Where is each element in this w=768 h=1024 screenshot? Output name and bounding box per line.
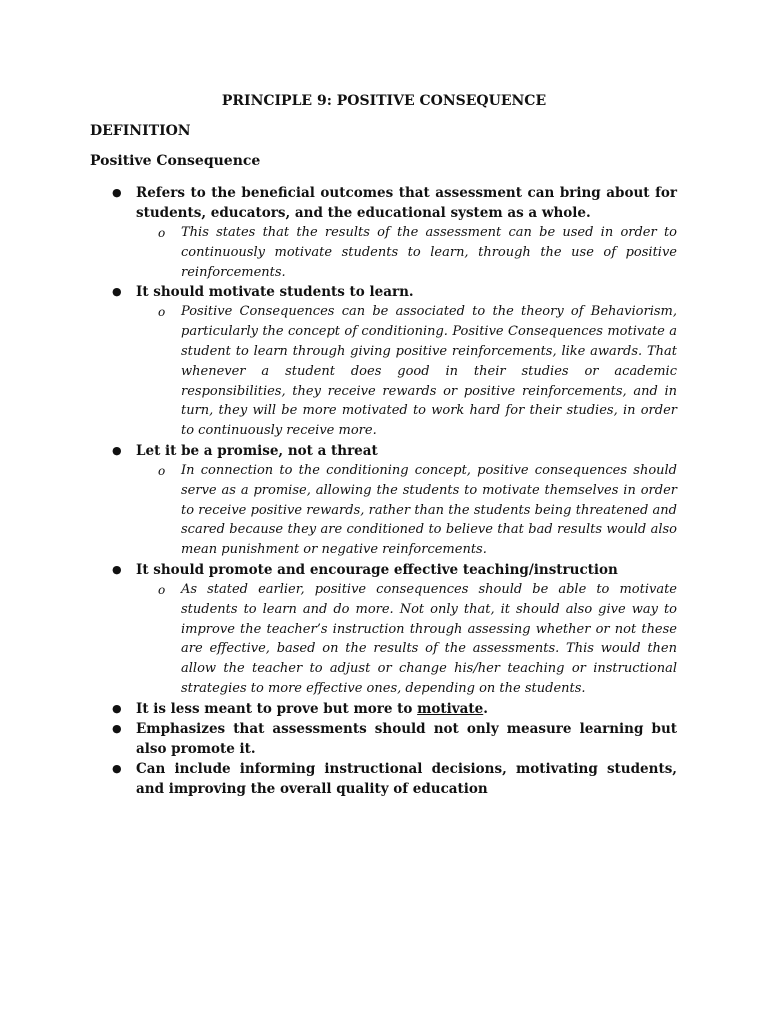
bullet-icon: ● — [112, 443, 122, 457]
bullet-text: It should motivate students to learn. — [136, 284, 414, 301]
subheading: Positive Consequence — [90, 153, 261, 169]
section-heading: DEFINITION — [90, 123, 191, 139]
list-item — [0, 560, 768, 699]
bullet-icon: ● — [112, 701, 122, 715]
bullet-text: Refers to the beneficial outcomes that assessment can bring about for students, educators, and the educational system as a whole. — [136, 185, 677, 221]
bullet-icon: ● — [112, 761, 122, 775]
sub-bullet-icon: o — [158, 582, 166, 597]
bullet-text: It should promote and encourage effective teaching/instruction — [136, 561, 618, 578]
sub-bullet-icon: o — [158, 463, 166, 478]
list-item — [0, 282, 768, 441]
sub-bullet-text: In connection to the conditioning concept, positive consequences should serve as a promise, allowing the students to motivate themselves in order to receive positive rewards, rather than the students being threatened and scared because they are conditioned to believe that bad results would also mean punishment or negative reinforcements. — [181, 462, 677, 558]
list-item — [0, 699, 768, 719]
bullet-text — [136, 699, 677, 719]
bullet-text-part: . — [483, 700, 488, 717]
bullet-text: Let it be a promise, not a threat — [136, 442, 378, 459]
bullet-icon: ● — [112, 721, 122, 735]
bullet-text-part: It is less meant to prove but more to — [136, 700, 418, 717]
sub-bullet-text: As stated earlier, positive consequences should be able to motivate students to learn and do more. Not only that, it should also give way to improve the teacher’s instruction through assessing whether or not these are effective, based on the results of the assessments. This would then allow the teacher to adjust or change his/her teaching or instructional strategies to more effective ones, depending on the students. — [181, 581, 677, 696]
bullet-icon: ● — [112, 562, 122, 576]
bullet-list — [0, 183, 768, 799]
bullet-text: Emphasizes that assessments should not only measure learning but also promote it. — [136, 720, 677, 757]
list-item — [0, 441, 768, 560]
sub-bullet-text: This states that the results of the assessment can be used in order to continuously motivate students to learn, through the use of positive reinforcements. — [181, 225, 677, 280]
bullet-text: Can include informing instructional decisions, motivating students, and improving the overall quality of education — [136, 760, 677, 797]
underlined-word: motivate — [417, 700, 484, 717]
sub-bullet-text: Positive Consequences can be associated to the theory of Behaviorism, particularly the concept of conditioning. Positive Consequences motivate a student to learn through giving positive reinforcements, like awards. That whenever a student does good in their studies or academic responsibilities, they receive rewards or positive reinforcements, and in turn, they will be more motivated to work hard for their studies, in order to continuously receive more. — [181, 304, 677, 439]
list-item — [0, 759, 768, 799]
list-item — [0, 183, 768, 282]
bullet-icon: ● — [112, 285, 122, 299]
bullet-icon: ● — [112, 186, 122, 199]
sub-bullet-icon: o — [158, 305, 166, 320]
page-title: PRINCIPLE 9: POSITIVE CONSEQUENCE — [221, 93, 547, 109]
list-item — [0, 719, 768, 759]
sub-bullet-icon: o — [158, 226, 166, 240]
